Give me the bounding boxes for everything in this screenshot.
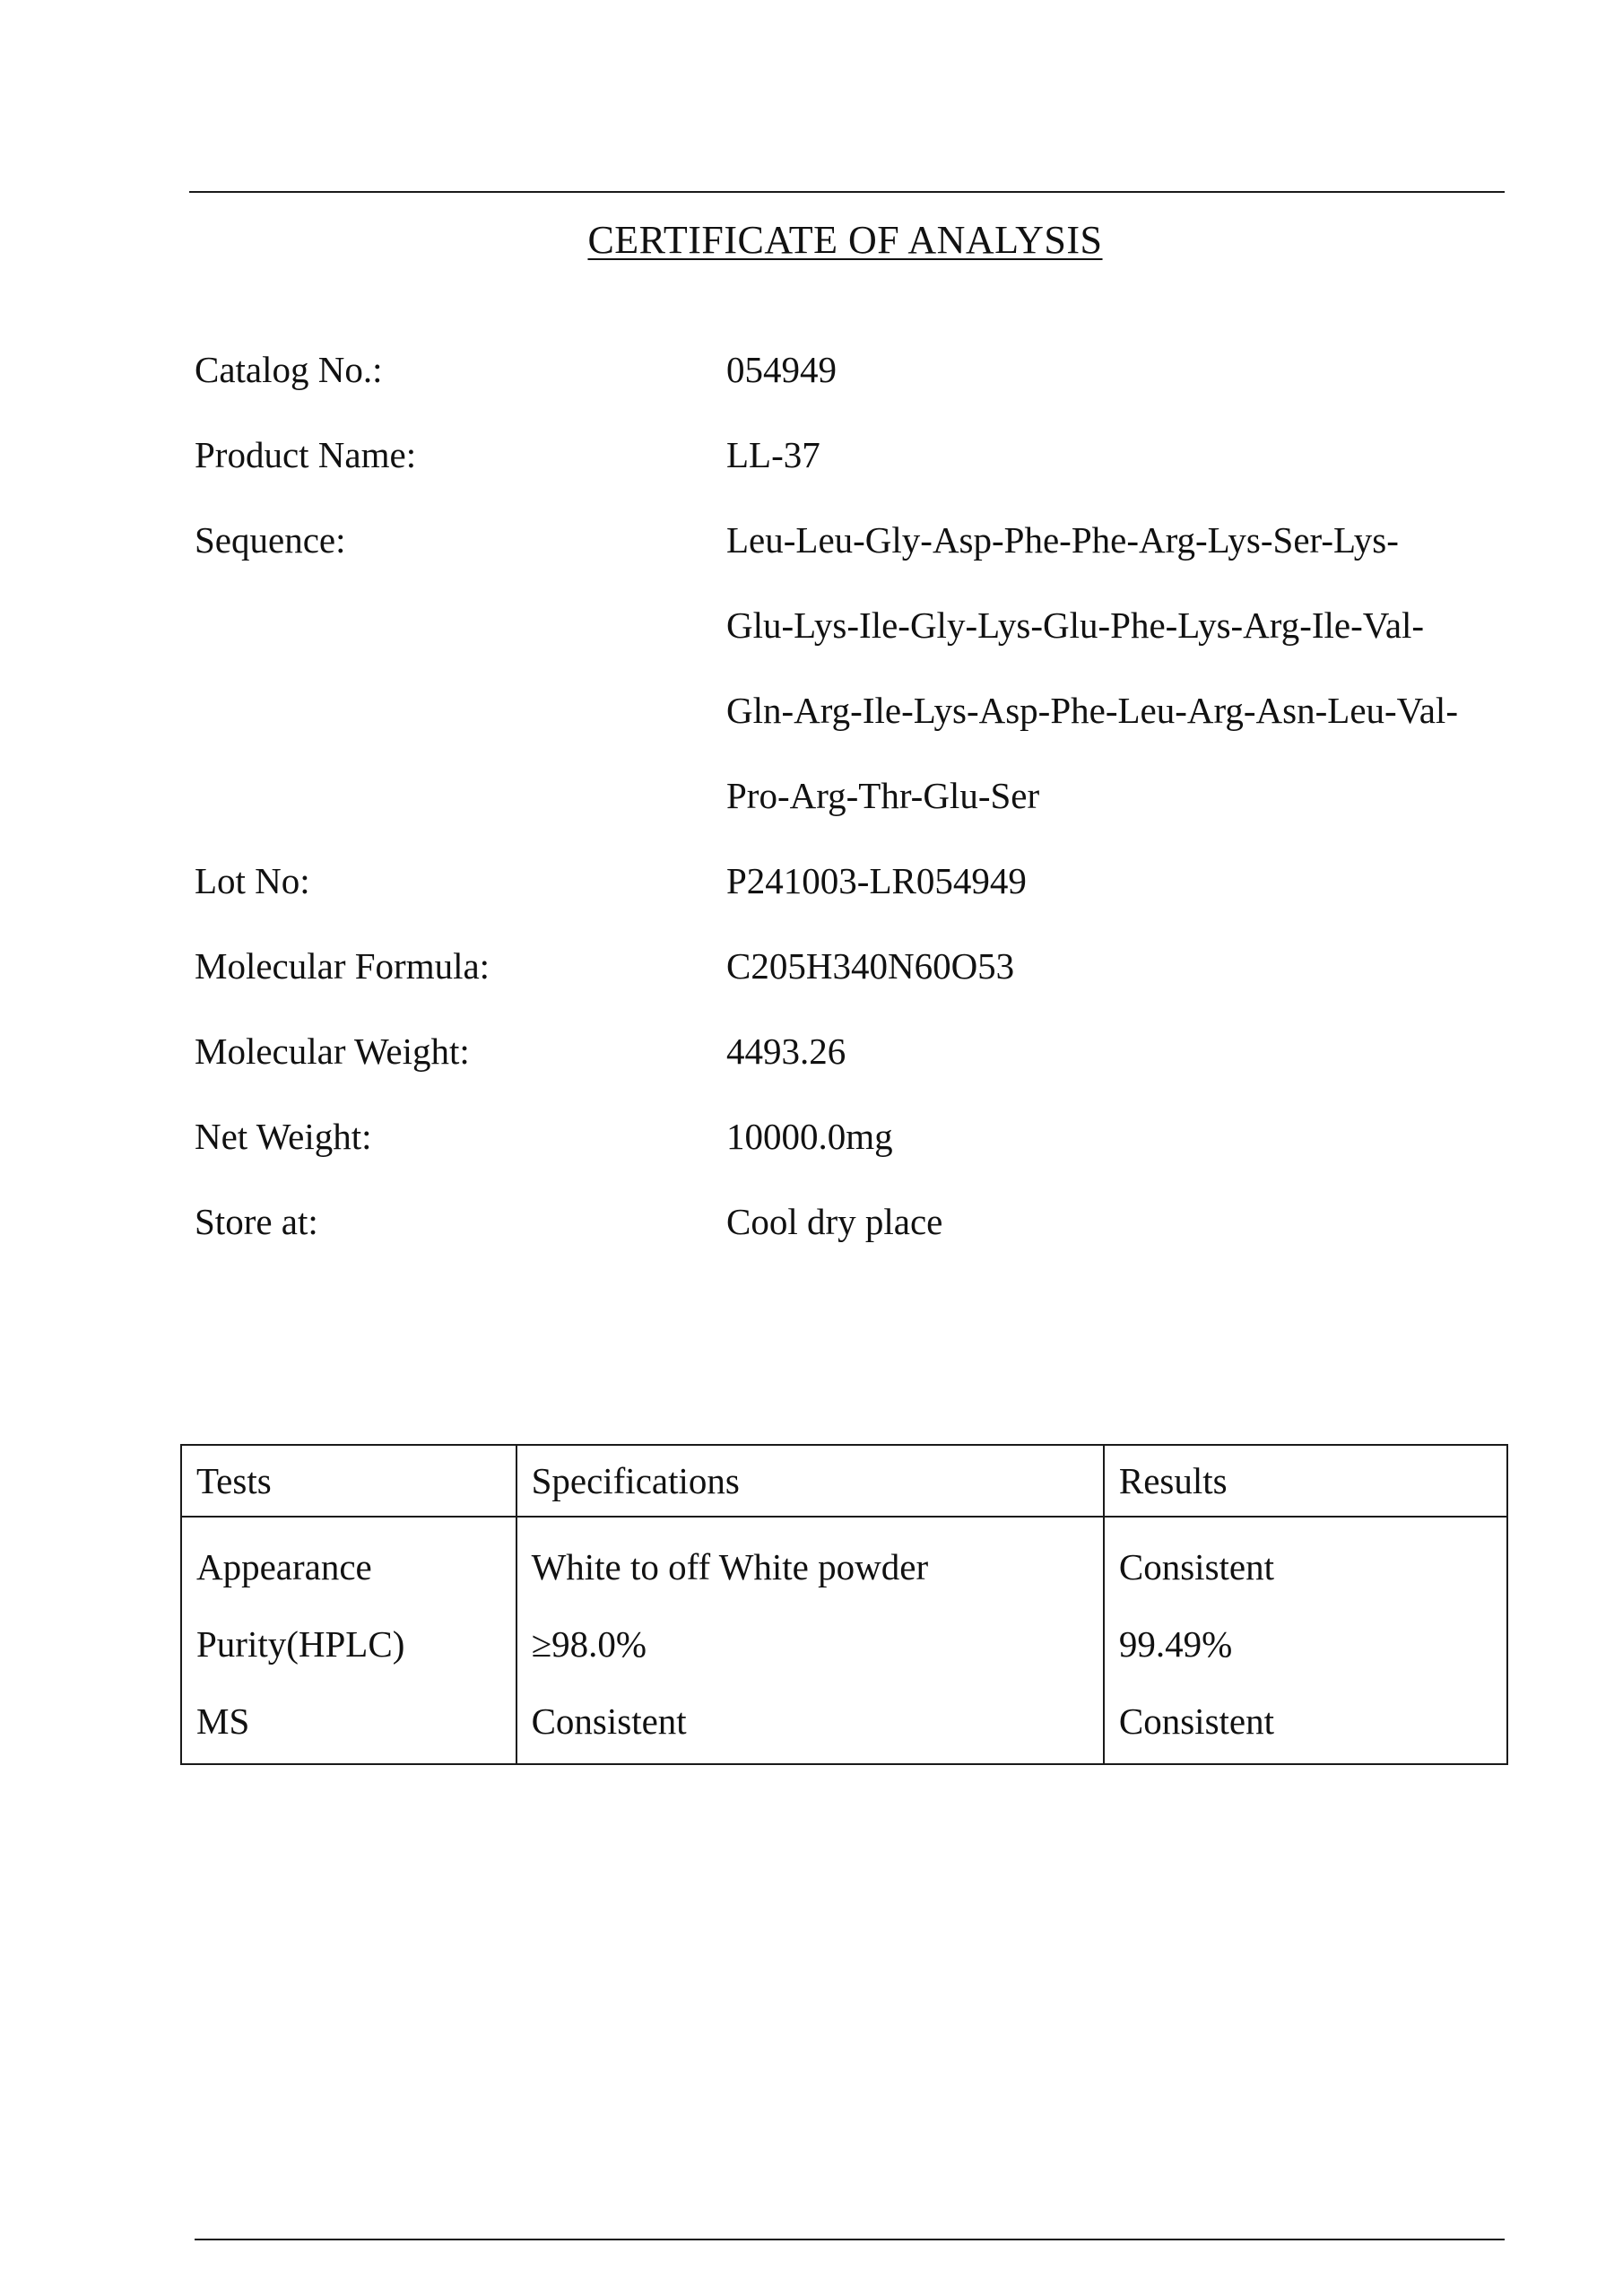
specification-cell: White to off White powder bbox=[516, 1517, 1104, 1605]
specification-cell: Consistent bbox=[516, 1683, 1104, 1764]
molecular-weight-value: 4493.26 bbox=[726, 1031, 846, 1072]
header-results: Results bbox=[1104, 1445, 1507, 1517]
molecular-formula-value: C205H340N60O53 bbox=[726, 945, 1015, 987]
header-specifications: Specifications bbox=[516, 1445, 1104, 1517]
sequence-label: Sequence: bbox=[195, 519, 346, 561]
store-at-value: Cool dry place bbox=[726, 1201, 943, 1242]
tests-table bbox=[180, 1444, 1508, 1765]
header-tests: Tests bbox=[181, 1445, 516, 1517]
net-weight-value: 10000.0mg bbox=[726, 1116, 893, 1157]
product-name-label: Product Name: bbox=[195, 434, 417, 475]
table-row bbox=[181, 1517, 1507, 1605]
specification-cell: ≥98.0% bbox=[516, 1605, 1104, 1683]
molecular-weight-label: Molecular Weight: bbox=[195, 1031, 470, 1072]
table-row bbox=[181, 1605, 1507, 1683]
table-row bbox=[181, 1683, 1507, 1764]
sequence-line-2: Glu-Lys-Ile-Gly-Lys-Glu-Phe-Lys-Arg-Ile-Val- bbox=[726, 604, 1425, 646]
result-cell: Consistent bbox=[1104, 1517, 1507, 1605]
test-name-cell: MS bbox=[181, 1683, 516, 1764]
net-weight-label: Net Weight: bbox=[195, 1116, 372, 1157]
sequence-line-4: Pro-Arg-Thr-Glu-Ser bbox=[726, 775, 1040, 816]
store-at-label: Store at: bbox=[195, 1201, 318, 1242]
molecular-formula-label: Molecular Formula: bbox=[195, 945, 490, 987]
bottom-divider bbox=[195, 2239, 1505, 2240]
result-cell: Consistent bbox=[1104, 1683, 1507, 1764]
product-name-value: LL-37 bbox=[726, 434, 820, 475]
result-cell: 99.49% bbox=[1104, 1605, 1507, 1683]
tests-table-header-row bbox=[181, 1445, 1507, 1517]
catalog-no-label: Catalog No.: bbox=[195, 349, 383, 390]
document-title: CERTIFICATE OF ANALYSIS bbox=[587, 218, 1103, 262]
catalog-no-value: 054949 bbox=[726, 349, 837, 390]
top-divider bbox=[189, 191, 1505, 193]
test-name-cell: Appearance bbox=[181, 1517, 516, 1605]
lot-no-value: P241003-LR054949 bbox=[726, 860, 1027, 901]
sequence-line-1: Leu-Leu-Gly-Asp-Phe-Phe-Arg-Lys-Ser-Lys- bbox=[726, 519, 1399, 561]
lot-no-label: Lot No: bbox=[195, 860, 310, 901]
test-name-cell: Purity(HPLC) bbox=[181, 1605, 516, 1683]
sequence-line-3: Gln-Arg-Ile-Lys-Asp-Phe-Leu-Arg-Asn-Leu-Val- bbox=[726, 690, 1458, 731]
